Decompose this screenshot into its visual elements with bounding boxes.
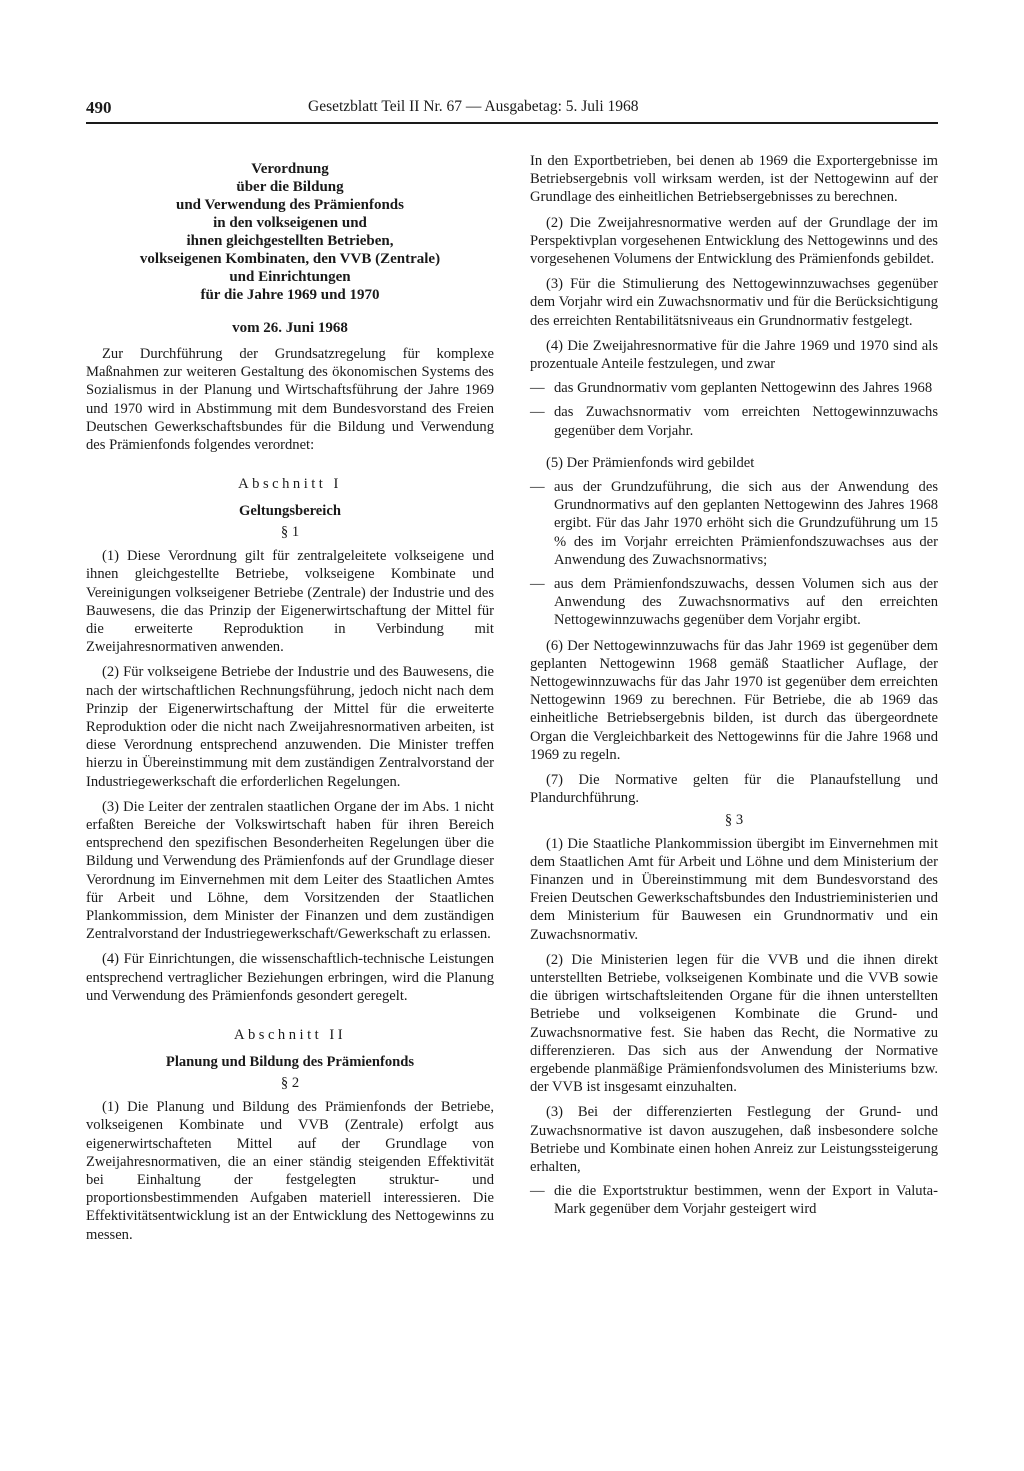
ordinance-title (86, 160, 494, 304)
list-item (530, 1182, 938, 1218)
title-line: Verordnung (251, 161, 329, 177)
dash-marker: — (530, 576, 545, 593)
dash-marker: — (530, 1183, 545, 1200)
paragraph-text: (3) Für die Stimulierung des Nettogewinnzuwachses gegenüber dem Vorjahr wird ein Zuwachsnormativ und für die Berücksichtigung des erreichten Rentabilitätsniveaus ein Grundnormativ festgelegt. (530, 276, 938, 329)
list-item (530, 403, 938, 439)
list-item (530, 575, 938, 630)
paragraph-text: (1) Diese Verordnung gilt für zentralgeleitete volkseigene und ihnen gleichgestellte Betriebe, volkseigene Kombinate und Vereinigungen volkseigener Betriebe (Zentrale) der Industrie und des Bauwesens, die das Prinzip der Eigenerwirtschaftung der Mittel für die erweiterte Reproduktion in Verbindung mit Zweijahresnormativen anwenden. (86, 548, 494, 656)
title-line: und Verwendung des Prämienfonds (176, 197, 404, 213)
preamble: Zur Durchführung der Grundsatzregelung für komplexe Maßnahmen zur weiteren Gestaltung des ökonomischen Systems des Sozialismus in der Planung und Wirtschaftsführung der Jahre 1969 und 1970 wird in Abstimmung mit dem Bundesvorstand des Freien Deutschen Gewerkschaftsbundes für die Bildung und Verwendung des Prämienfonds folgendes verordnet: (86, 346, 494, 454)
paragraph-text: In den Exportbetrieben, bei denen ab 1969 die Exportergebnisse im Betriebsergebnis voll wirksam werden, ist der Nettogewinn auf der Grundlage des einheitlichen Betriebsergebnisses zu berechnen. (530, 153, 938, 206)
paragraph-text: (3) Die Leiter der zentralen staatlichen Organe der im Abs. 1 nicht erfaßten Bereiche der Volkswirtschaft haben für ihren Bereich entsprechend den spezifischen Besonderheiten Regelungen über die Bildung und Verwendung des Prämienfonds auf der Grundlage dieser Verordnung im Einvernehmen mit dem Leiter des Staatlichen Amtes für Arbeit und Löhne, dem Vorsitzenden der Staatlichen Plankommission, dem Minister der Finanzen und dem zuständigen Zentralvorstand der Industriegewerkschaft/Gewerkschaft zu erlassen. (86, 798, 494, 943)
right-column (530, 152, 938, 1219)
left-column (86, 152, 494, 1244)
paragraph-text: (4) Die Zweijahresnormative für die Jahre 1969 und 1970 sind als prozentuale Anteile festzulegen, und zwar (530, 337, 938, 373)
paragraph-text: (6) Der Nettogewinnzuwachs für das Jahr 1969 ist gegenüber dem geplanten Nettogewinn 1968 gemäß Staatlicher Auflage, der Nettogewinnzuwachs für das Jahr 1970 ist gegenüber dem erreichten Nettogewinn 1969 zu berechnen. Für Betriebe, die ab 1969 das einheitliche Betriebsergebnis bilden, ist durch das übergeordnete Organ die Vergleichbarkeit des Nettogewinns für die Jahre 1968 und 1969 zu regeln. (530, 637, 938, 763)
paragraph-text: (3) Bei der differenzierten Festlegung der Grund- und Zuwachsnormative ist davon auszugehen, daß insbesondere solche Betriebe und Kombinate einen hohen Anreiz zur Leistungssteigerung erhalten, (530, 1104, 938, 1175)
list-item-text: das Zuwachsnormativ vom erreichten Nettogewinnzuwachs gegenüber dem Vorjahr. (554, 404, 938, 439)
dash-marker: — (530, 404, 545, 421)
paragraph-number: § 1 (280, 524, 300, 541)
ordinance-date: vom 26. Juni 1968 (232, 320, 348, 336)
paragraph-text: (2) Die Zweijahresnormative werden auf der Grundlage der im Perspektivplan vorgesehenen Entwicklung des Nettogewinns und des vorgesehenen Volumens der Entwicklung des Prämienfonds gebildet. (530, 214, 938, 268)
title-line: für die Jahre 1969 und 1970 (200, 287, 380, 303)
dash-marker: — (530, 479, 545, 496)
paragraph-number: § 2 (280, 1075, 300, 1092)
paragraph-number: § 3 (724, 811, 744, 828)
page-header (86, 98, 938, 124)
paragraph-text: (1) Die Staatliche Plankommission übergibt im Einvernehmen mit dem Staatlichen Amt für Arbeit und Löhne und dem Ministerium der Finanzen und in Übereinstimmung mit dem Bundesvorstand des Freien Deutschen Gewerkschaftsbundes den Industrieministerien und dem Ministerium für Bauwesen ein Grundnormativ und ein Zuwachsnormativ. (530, 835, 938, 943)
paragraph-text: (2) Die Ministerien legen für die VVB und die ihnen direkt unterstellten Betriebe, volkseigenen Kombinate und die VVB sowie die übrigen wirtschaftsleitenden Organe für die ihnen unterstellten Betriebe und volkseigenen Kombinate die Grund- und Zuwachsnormative fest. Sie haben das Recht, die Normative zu differenzieren. Das sich aus der Anwendung der Normative ergebende planmäßige Prämienfondsvolumen des Ministeriums bzw. der VVB ist insgesamt einzuhalten. (530, 951, 938, 1096)
page-number: 490 (86, 98, 112, 117)
title-line: ihnen gleichgestellten Betrieben, (186, 233, 394, 249)
list-item-text: die die Exportstruktur bestimmen, wenn der Export in Valuta-Mark gegenüber dem Vorjahr gesteigert wird (554, 1183, 938, 1218)
list-item (530, 379, 938, 397)
section-title: Planung und Bildung des Prämienfonds (165, 1054, 415, 1071)
list-item-text: aus dem Prämienfondszuwachs, dessen Volumen sich aus der Anwendung des Zuwachsnormativs auf den erreichten Nettogewinnzuwachs gegenüber dem Vorjahr ergibt. (554, 576, 938, 629)
list-item-text: das Grundnormativ vom geplanten Nettogewinn des Jahres 1968 (554, 380, 933, 397)
paragraph-text: (5) Der Prämienfonds wird gebildet (546, 454, 755, 471)
title-line: und Einrichtungen (229, 269, 351, 285)
dash-marker: — (530, 380, 545, 397)
title-line: volkseigenen Kombinaten, den VVB (Zentrale) (139, 251, 441, 267)
section-title: Geltungsbereich (239, 503, 341, 520)
paragraph-text: (1) Die Planung und Bildung des Prämienfonds der Betriebe, volkseigenen Kombinate und VVB (Zentrale) erfolgt aus eigenerwirtschafteten Mittel auf der Grundlage von Zweijahresnormativen, die an einer ständig steigenden Effektivität bei Einhaltung der festgelegten struktur- und proportionsbestimmenden Aufgaben materiell interessieren. Die Effektivitätsentwicklung ist an der Entwicklung des Nettogewinns zu messen. (86, 1099, 494, 1243)
paragraph-text: (7) Die Normative gelten für die Planaufstellung und Plandurchführung. (530, 772, 938, 807)
title-line: in den volkseigenen und (213, 215, 367, 231)
title-line: über die Bildung (236, 179, 344, 195)
list-item-text: aus der Grundzuführung, die sich aus der Anwendung des Grundnormativs auf den geplanten Nettogewinn des Jahres 1968 ergibt. Für das Jahr 1970 erhöht sich die Grundzuführung um 15 % des im Vorjahr erreichten Prämienfondszuwachses aus der Anwendung des Zuwachsnormativs; (554, 479, 938, 568)
paragraph-text: (4) Für Einrichtungen, die wissenschaftlich-technische Leistungen entsprechend vertraglicher Beziehungen erbringen, wird die Planung und Verwendung des Prämienfonds gesondert geregelt. (86, 951, 494, 1004)
paragraph-text: (2) Für volkseigene Betriebe der Industrie und des Bauwesens, die nach der wirtschaftlichen Rechnungsführung, jedoch nicht nach dem Prinzip der Eigenerwirtschaftung der Mittel für die erweiterte Reproduktion oder die nicht nach Zweijahresnormativen arbeiten, ist diese Verordnung entsprechend anzuwenden. Die Minister treffen hierzu in Übereinstimmung mit dem zuständigen Zentralvorstand der Industriegewerkschaft die erforderlichen Regelungen. (86, 664, 494, 790)
list-item (530, 478, 938, 569)
running-head: Gesetzblatt Teil II Nr. 67 — Ausgabetag: 5. Juli 1968 (308, 98, 639, 115)
section-heading: Abschnitt II (233, 1027, 347, 1044)
section-heading: Abschnitt I (238, 476, 342, 493)
